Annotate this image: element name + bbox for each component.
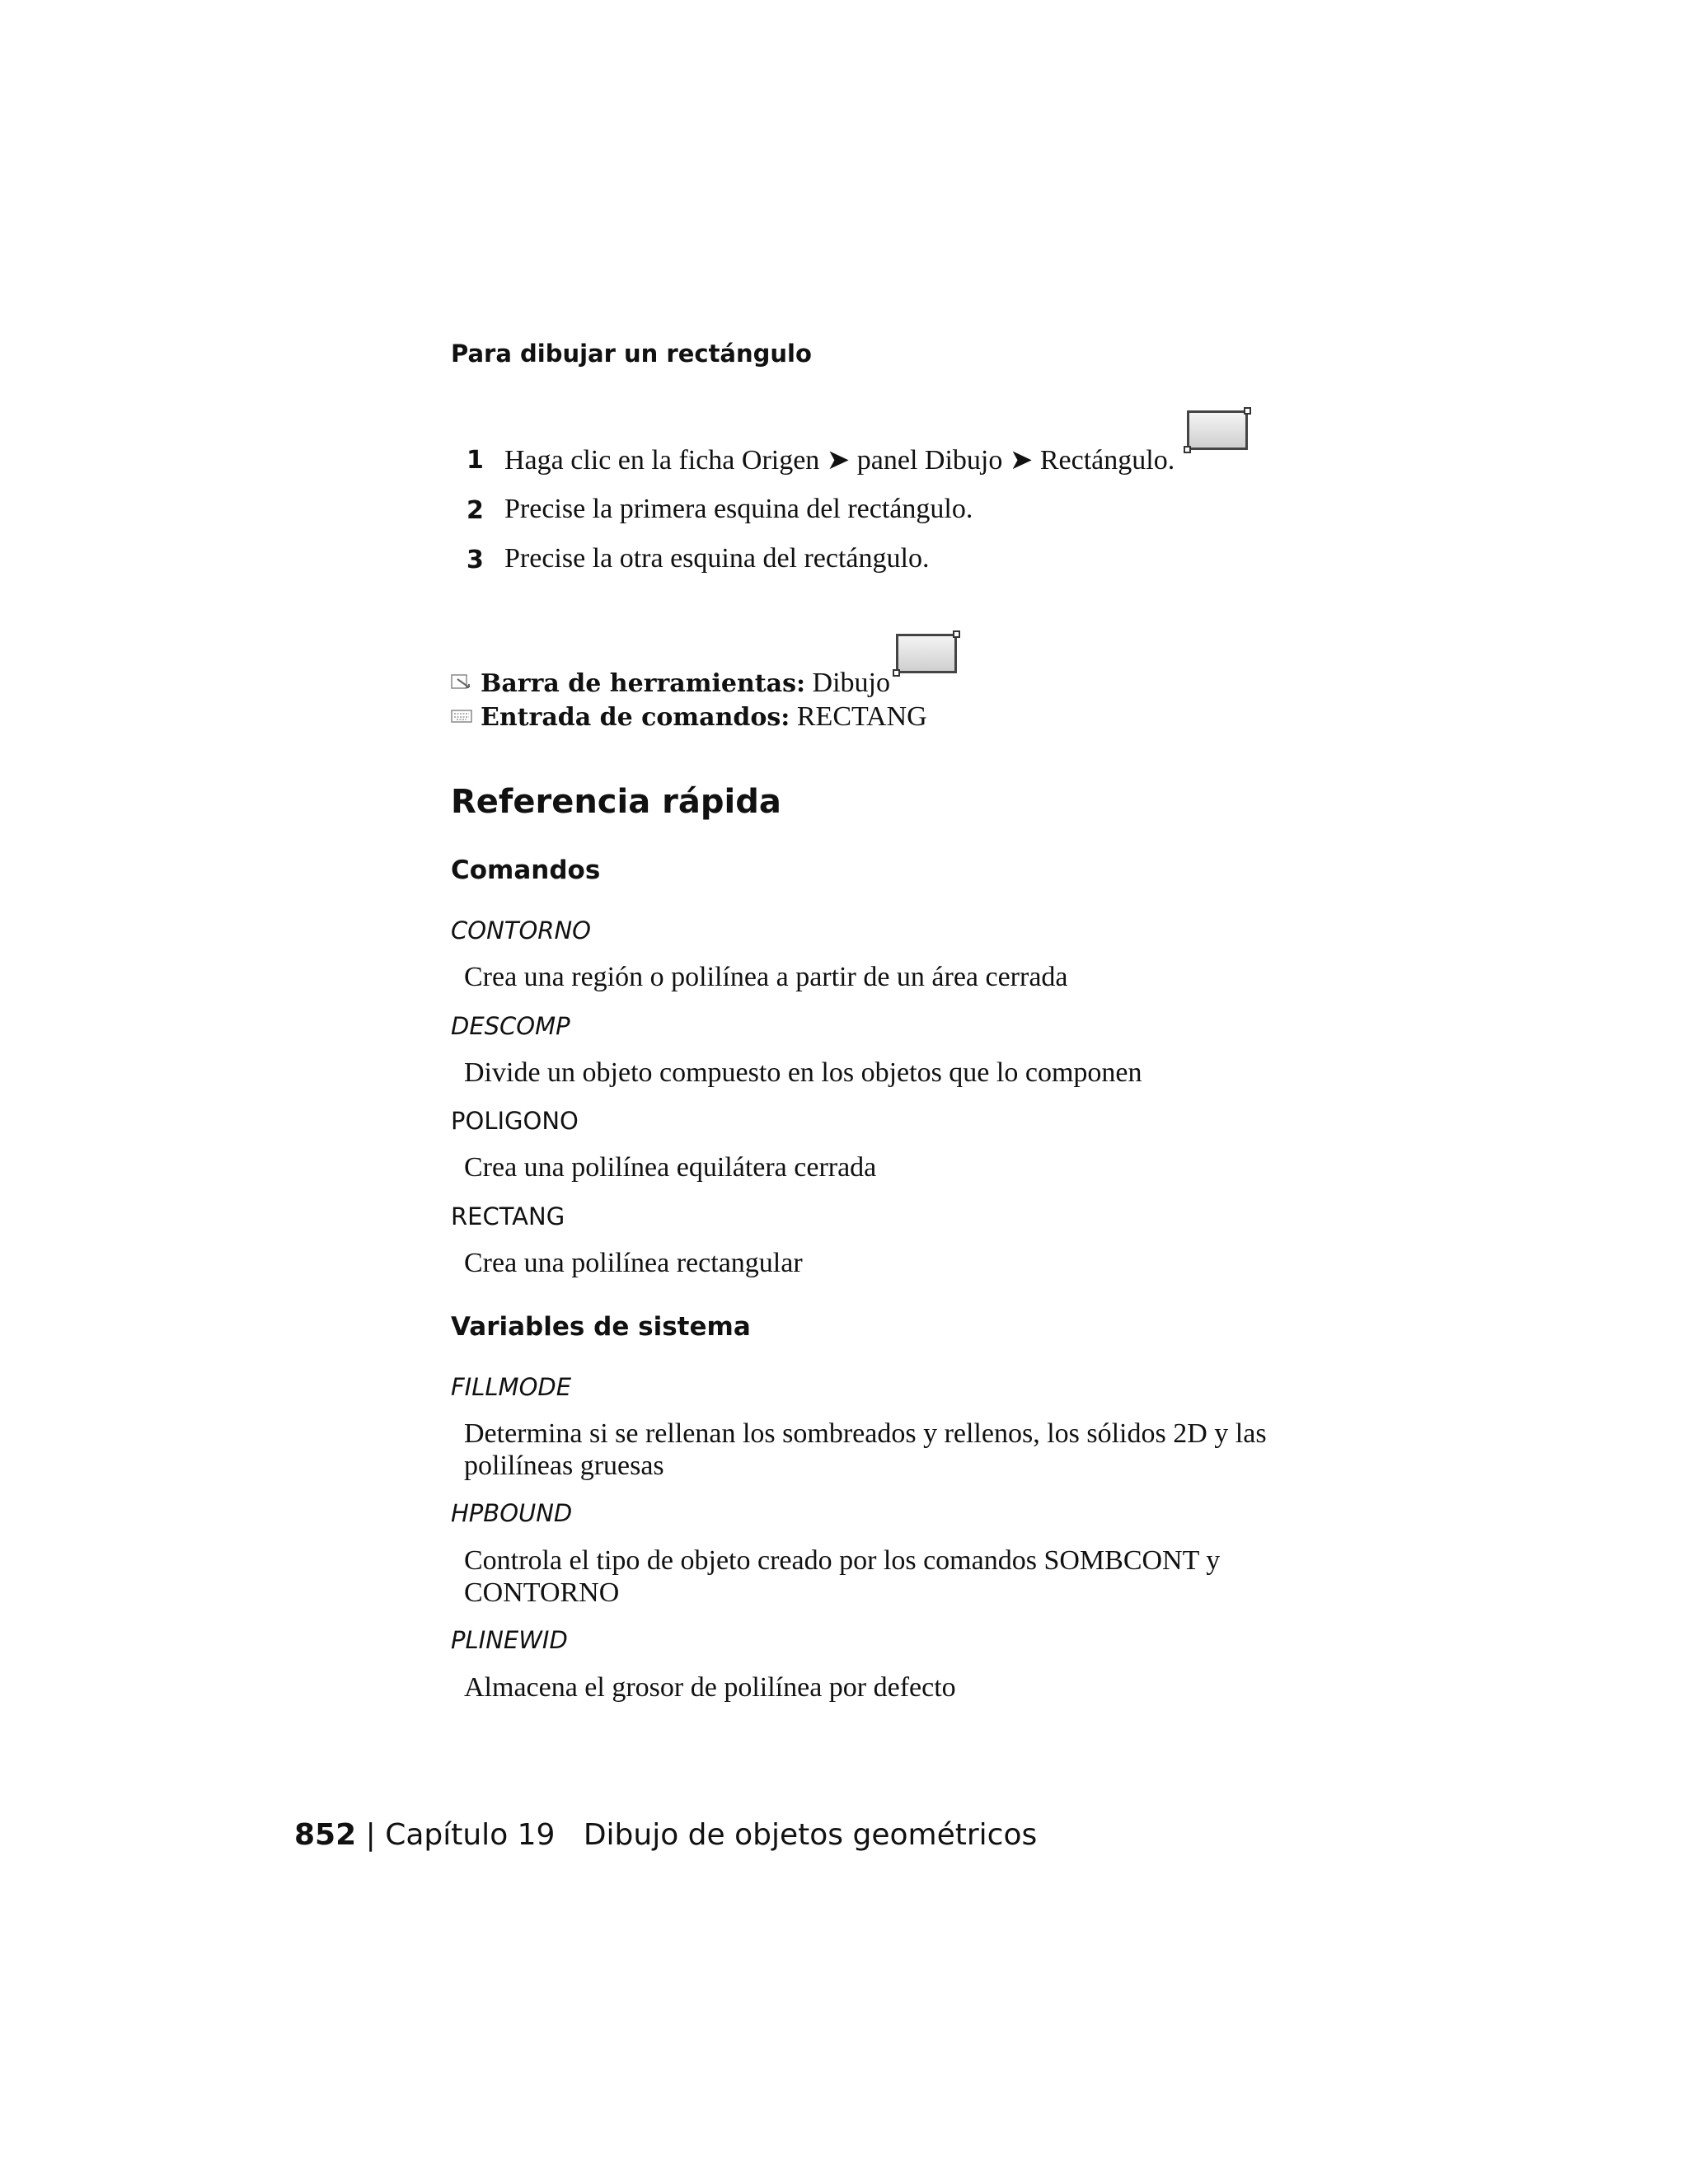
commands-heading: Comandos — [451, 855, 601, 885]
sysvars-heading: Variables de sistema — [451, 1312, 751, 1342]
step-number: 3 — [467, 546, 484, 574]
sysvar-term: PLINEWID — [451, 1626, 568, 1654]
sysvar-term: HPBOUND — [451, 1499, 573, 1527]
keyboard-icon — [451, 707, 472, 725]
command-term: CONTORNO — [451, 916, 591, 944]
grip-icon — [953, 630, 960, 638]
command-term: DESCOMP — [451, 1012, 570, 1040]
sysvar-description: CONTORNO — [464, 1577, 620, 1608]
command-term: POLIGONO — [451, 1107, 579, 1135]
sysvar-term: FILLMODE — [451, 1373, 572, 1401]
grip-icon — [1244, 407, 1251, 415]
step-text: Precise la otra esquina del rectángulo. — [504, 543, 930, 574]
step-number: 1 — [467, 446, 484, 475]
sysvar-description: Controla el tipo de objeto creado por los comandos SOMBCONT y — [464, 1545, 1221, 1576]
command-label: Entrada de comandos: — [481, 703, 790, 732]
command-access-line — [481, 701, 927, 733]
step-number: 2 — [467, 496, 484, 525]
command-description: Crea una polilínea rectangular — [464, 1248, 803, 1278]
toolbar-label: Barra de herramientas: — [481, 669, 806, 698]
step-text: Haga clic en la ficha Origen ➤ panel Dibujo ➤ Rectángulo. — [504, 445, 1175, 476]
command-description: Crea una región o polilínea a partir de un área cerrada — [464, 962, 1068, 992]
step-text: Precise la primera esquina del rectángulo. — [504, 494, 973, 524]
toolbar-icon — [451, 673, 472, 691]
toolbar-access-line — [481, 668, 890, 699]
command-description: Crea una polilínea equilátera cerrada — [464, 1152, 877, 1183]
toolbar-value: Dibujo — [812, 668, 890, 698]
footer-separator: | — [365, 1818, 376, 1852]
page-footer — [294, 1818, 1037, 1852]
procedure-title: Para dibujar un rectángulo — [451, 340, 812, 368]
command-description: Divide un objeto compuesto en los objetos que lo componen — [464, 1057, 1142, 1088]
section-title: Referencia rápida — [451, 783, 781, 821]
page-number: 852 — [294, 1818, 357, 1852]
sysvar-description: Almacena el grosor de polilínea por defecto — [464, 1672, 956, 1703]
chapter-label: Capítulo 19 — [385, 1818, 556, 1852]
command-term: RECTANG — [451, 1202, 565, 1230]
command-value: RECTANG — [796, 701, 927, 732]
sysvar-description: Determina si se rellenan los sombreados y rellenos, los sólidos 2D y las — [464, 1418, 1267, 1449]
chapter-title: Dibujo de objetos geométricos — [583, 1818, 1038, 1852]
sysvar-description: polilíneas gruesas — [464, 1451, 664, 1481]
grip-icon — [1184, 446, 1191, 453]
rectangle-tool-icon — [896, 634, 957, 673]
rectangle-tool-icon — [1187, 410, 1248, 450]
grip-icon — [893, 669, 900, 677]
